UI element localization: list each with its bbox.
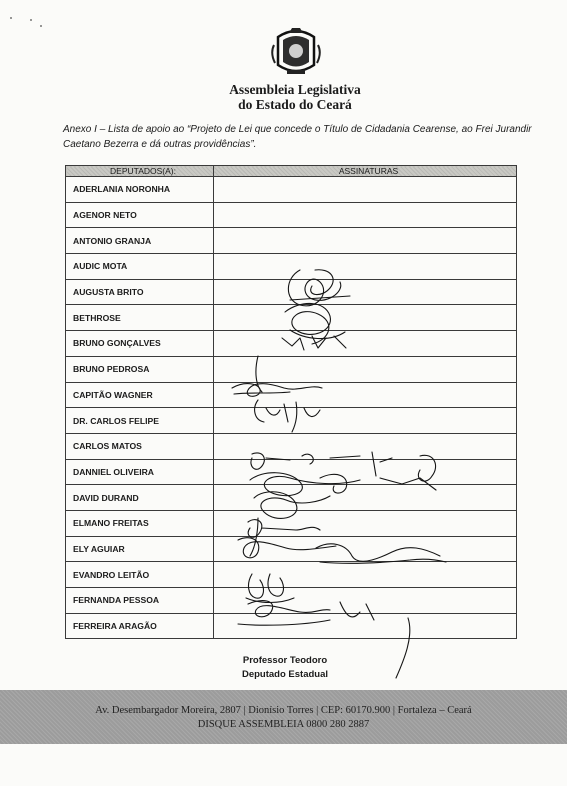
table-row — [66, 382, 517, 408]
table-row — [66, 202, 517, 228]
deputy-name: CAPITÃO WAGNER — [66, 382, 214, 408]
institution-name-line2: do Estado do Ceará — [238, 97, 352, 112]
signature-cell — [214, 433, 517, 459]
signature-cell — [214, 562, 517, 588]
deputy-name: EVANDRO LEITÃO — [66, 562, 214, 588]
table-row — [66, 228, 517, 254]
signature-cell — [214, 202, 517, 228]
deputy-name: CARLOS MATOS — [66, 433, 214, 459]
signer-name: Professor Teodoro — [242, 655, 328, 666]
table-row — [66, 331, 517, 357]
deputy-name: ELMANO FREITAS — [66, 510, 214, 536]
signature-cell — [214, 613, 517, 639]
deputy-name: DR. CARLOS FELIPE — [66, 408, 214, 434]
table-row — [66, 279, 517, 305]
deputy-name: DANNIEL OLIVEIRA — [66, 459, 214, 485]
column-header-deputies: DEPUTADOS(A): — [66, 166, 214, 177]
table-header-row — [66, 166, 517, 177]
column-header-signatures: ASSINATURAS — [214, 166, 517, 177]
scan-speck — [10, 17, 12, 19]
signature-cell — [214, 177, 517, 203]
table-row — [66, 177, 517, 203]
deputy-name: DAVID DURAND — [66, 485, 214, 511]
signature-cell — [214, 485, 517, 511]
table-row — [66, 510, 517, 536]
deputy-name: AUDIC MOTA — [66, 254, 214, 280]
signature-cell — [214, 408, 517, 434]
signature-cell — [214, 279, 517, 305]
footer-hotline: DISQUE ASSEMBLEIA 0800 280 2887 — [197, 719, 370, 730]
deputy-name: BETHROSE — [66, 305, 214, 331]
deputy-name: ANTONIO GRANJA — [66, 228, 214, 254]
deputy-name: FERREIRA ARAGÃO — [66, 613, 214, 639]
deputy-name: AGENOR NETO — [66, 202, 214, 228]
scan-speck — [30, 19, 32, 21]
signature-table — [65, 165, 517, 639]
signature-cell — [214, 459, 517, 485]
table-row — [66, 588, 517, 614]
institution-name-line1: Assembleia Legislativa — [229, 82, 361, 97]
signature-cell — [214, 382, 517, 408]
table-row — [66, 536, 517, 562]
signature-cell — [214, 305, 517, 331]
signature-cell — [214, 536, 517, 562]
intro-text: Anexo I – Lista de apoio ao “Projeto de Lei que concede o Título de Cidadania Cearense, ao Frei Jurandir Caetano Bezerra e dá outras providências”. — [63, 124, 532, 150]
deputy-name: ELY AGUIAR — [66, 536, 214, 562]
table-row — [66, 356, 517, 382]
footer-address: Av. Desembargador Moreira, 2807 | Dionísio Torres | CEP: 60170.900 | Fortaleza – Ceará — [95, 705, 472, 716]
signature-cell — [214, 228, 517, 254]
signature-cell — [214, 254, 517, 280]
table-row — [66, 562, 517, 588]
signer-title: Deputado Estadual — [241, 669, 329, 680]
deputy-name: BRUNO GONÇALVES — [66, 331, 214, 357]
state-seal-logo — [269, 23, 323, 79]
scan-speck — [40, 25, 42, 27]
table-row — [66, 408, 517, 434]
table-row — [66, 305, 517, 331]
table-row — [66, 433, 517, 459]
deputy-name: ADERLANIA NORONHA — [66, 177, 214, 203]
deputy-name: BRUNO PEDROSA — [66, 356, 214, 382]
footer-bar — [0, 690, 567, 744]
table-row — [66, 485, 517, 511]
table-row — [66, 254, 517, 280]
table-row — [66, 459, 517, 485]
deputy-name: AUGUSTA BRITO — [66, 279, 214, 305]
signature-cell — [214, 588, 517, 614]
signature-cell — [214, 356, 517, 382]
table-row — [66, 613, 517, 639]
signature-cell — [214, 331, 517, 357]
signature-cell — [214, 510, 517, 536]
deputy-name: FERNANDA PESSOA — [66, 588, 214, 614]
